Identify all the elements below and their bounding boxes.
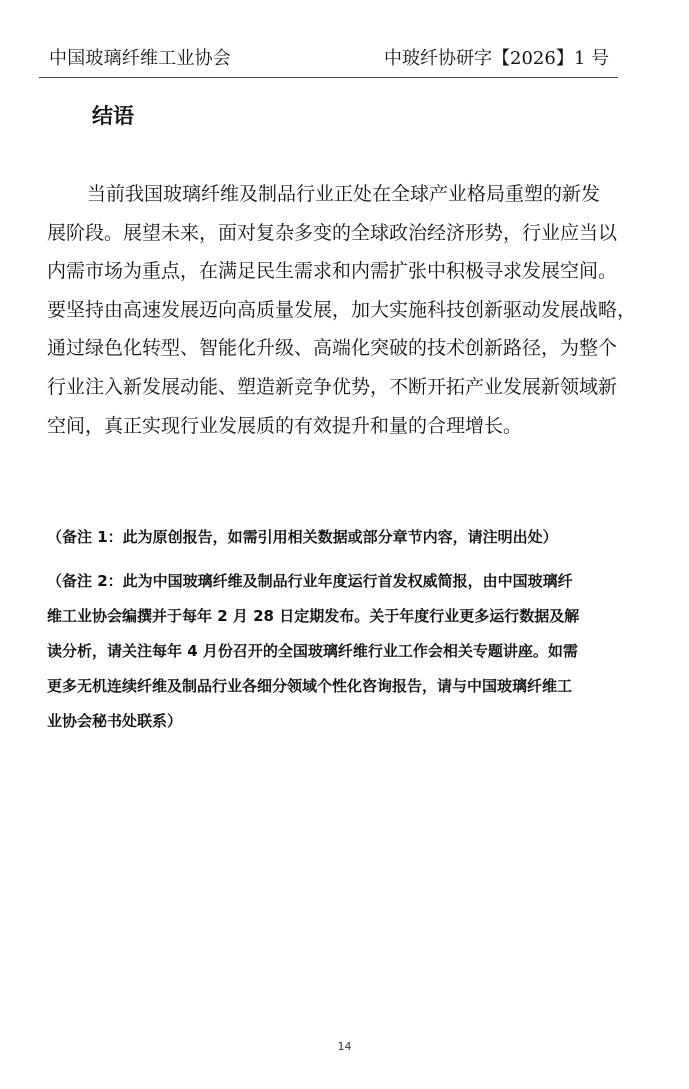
paragraph-line: 要坚持由高速发展迈向高质量发展，加大实施科技创新驱动发展战略， <box>47 298 637 321</box>
paragraph-line: 空间，真正实现行业发展质的有效提升和量的合理增长。 <box>47 414 523 437</box>
note-line: 业协会秘书处联系） <box>47 712 183 730</box>
note-line: （备注 2：此为中国玻璃纤维及制品行业年度运行首发权威简报，由中国玻璃纤 <box>47 572 573 590</box>
paragraph-line: 行业注入新发展动能、塑造新竞争优势，不断开拓产业发展新领域新 <box>47 375 618 398</box>
note-original-report <box>47 520 647 555</box>
paragraph-line: 展阶段。展望未来，面对复杂多变的全球政治经济形势，行业应当以 <box>47 221 618 244</box>
page-header <box>49 38 609 78</box>
paragraph-line: 当前我国玻璃纤维及制品行业正处在全球产业格局重塑的新发 <box>87 183 601 205</box>
paragraph-line: 通过绿色化转型、智能化升级、高端化突破的技术创新路径，为整个 <box>47 337 618 360</box>
paragraph-line: 内需市场为重点，在满足民生需求和内需扩张中积极寻求发展空间。 <box>47 260 618 283</box>
note-line: 维工业协会编撰并于每年 2 月 28 日定期发布。关于年度行业更多运行数据及解 <box>47 607 580 625</box>
header-document-number: 中玻纤协研字【2026】1 号 <box>384 48 609 69</box>
conclusion-paragraph <box>47 175 639 445</box>
page-number: 14 <box>337 1040 352 1053</box>
note-line: 读分析，请关注每年 4 月份召开的全国玻璃纤维行业工作会相关专题讲座。如需 <box>47 642 578 660</box>
note-annual-briefing <box>47 564 647 739</box>
header-divider <box>39 77 618 78</box>
note-line: （备注 1：此为原创报告，如需引用相关数据或部分章节内容，请注明出处） <box>47 528 558 546</box>
header-organization: 中国玻璃纤维工业协会 <box>49 48 231 69</box>
section-title: 结语 <box>92 104 134 128</box>
note-line: 更多无机连续纤维及制品行业各细分领域个性化咨询报告，请与中国玻璃纤维工 <box>47 677 573 695</box>
